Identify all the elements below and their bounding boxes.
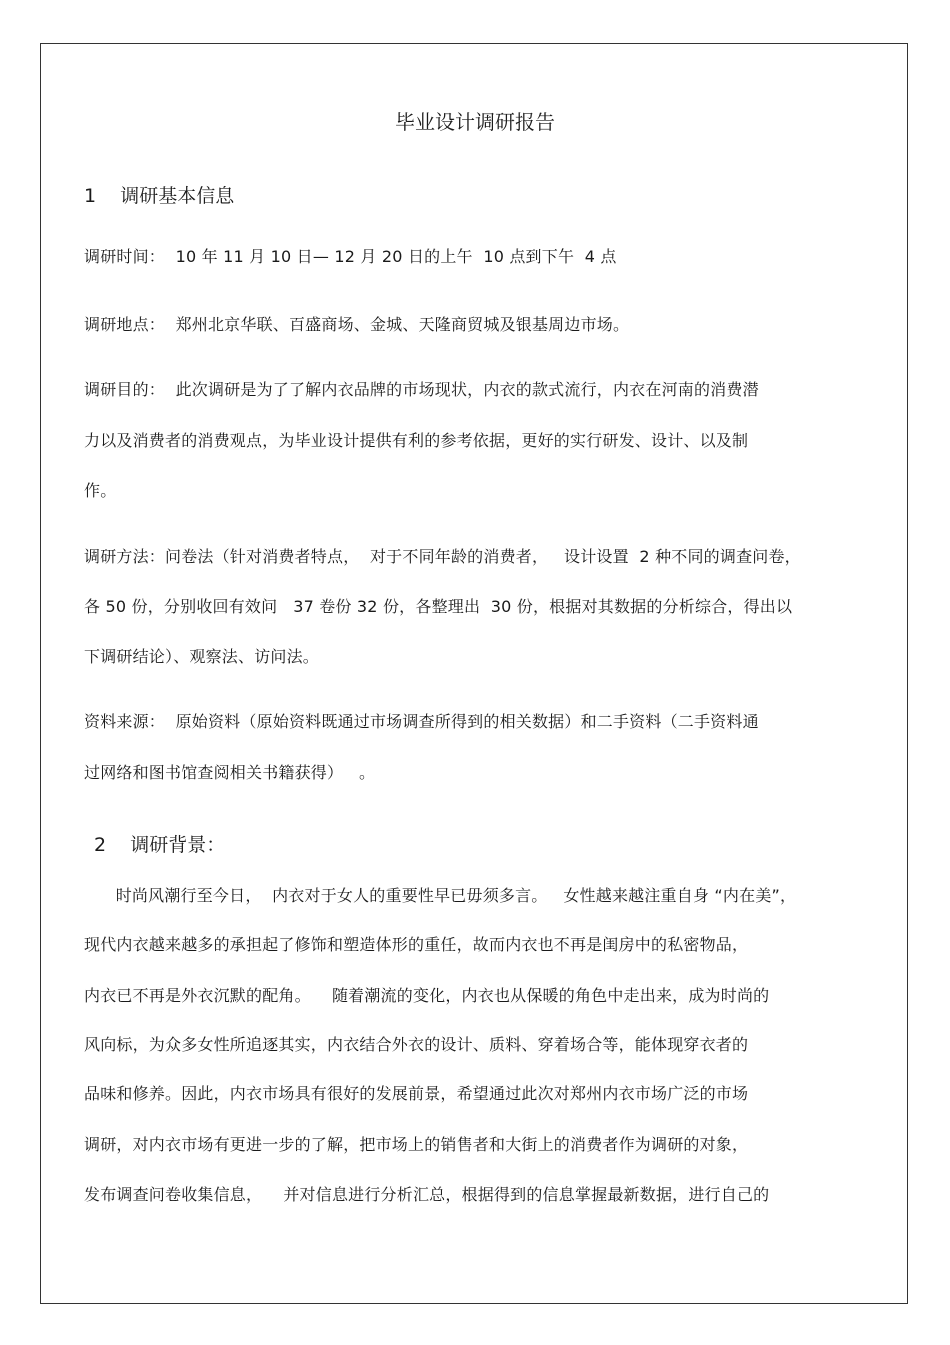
background-paragraph-line: 现代内衣越来越多的承担起了修饰和塑造体形的重任，故而内衣也不再是闺房中的私密物品， xyxy=(84,935,749,954)
survey-method-line-3: 下调研结论）、观察法、访问法。 xyxy=(84,647,320,666)
background-paragraph-line: 时尚风潮行至今日， 内衣对于女人的重要性早已毋须多言。 女性越来越注重自身 “内在美”， xyxy=(84,886,797,905)
background-paragraph-line: 调研，对内衣市场有更进一步的了解，把市场上的销售者和大街上的消费者作为调研的对象， xyxy=(84,1135,749,1154)
section-heading-background: 2 调研背景： xyxy=(94,834,226,856)
background-paragraph-line: 内衣已不再是外衣沉默的配角。 随着潮流的变化，内衣也从保暖的角色中走出来，成为时尚的 xyxy=(84,986,770,1005)
survey-purpose-line-3: 作。 xyxy=(84,481,117,500)
document-title: 毕业设计调研报告 xyxy=(395,110,555,134)
survey-method-line-2: 各 50 份，分别收回有效问 37 卷份 32 份，各整理出 30 份，根据对其数据的分析综合，得出以 xyxy=(84,597,793,616)
data-source-line-2: 过网络和图书馆查阅相关书籍获得） 。 xyxy=(84,763,376,782)
data-source-line-1: 资料来源： 原始资料（原始资料既通过市场调查所得到的相关数据）和二手资料（二手资料通 xyxy=(84,712,759,731)
survey-location-line: 调研地点： 郑州北京华联、百盛商场、金城、天隆商贸城及银基周边市场。 xyxy=(84,315,630,334)
page-border xyxy=(40,43,908,1304)
background-paragraph-line: 风向标，为众多女性所追逐其实，内衣结合外衣的设计、质料、穿着场合等，能体现穿衣者的 xyxy=(84,1035,749,1054)
survey-time-line: 调研时间： 10 年 11 月 10 日— 12 月 20 日的上午 10 点到下午 4 点 xyxy=(84,247,617,266)
background-paragraph-line: 发布调查问卷收集信息， 并对信息进行分析汇总，根据得到的信息掌握最新数据，进行自己的 xyxy=(84,1185,770,1204)
survey-method-line-1: 调研方法：问卷法（针对消费者特点， 对于不同年龄的消费者， 设计设置 2 种不同的调查问卷， xyxy=(84,547,801,566)
survey-purpose-line-2: 力以及消费者的消费观点，为毕业设计提供有利的参考依据，更好的实行研发、设计、以及制 xyxy=(84,431,749,450)
section-heading-basic-info: 1 调研基本信息 xyxy=(84,185,235,207)
survey-purpose-line-1: 调研目的： 此次调研是为了了解内衣品牌的市场现状，内衣的款式流行，内衣在河南的消费潜 xyxy=(84,380,759,399)
background-paragraph-line: 品味和修养。因此，内衣市场具有很好的发展前景，希望通过此次对郑州内衣市场广泛的市场 xyxy=(84,1084,749,1103)
